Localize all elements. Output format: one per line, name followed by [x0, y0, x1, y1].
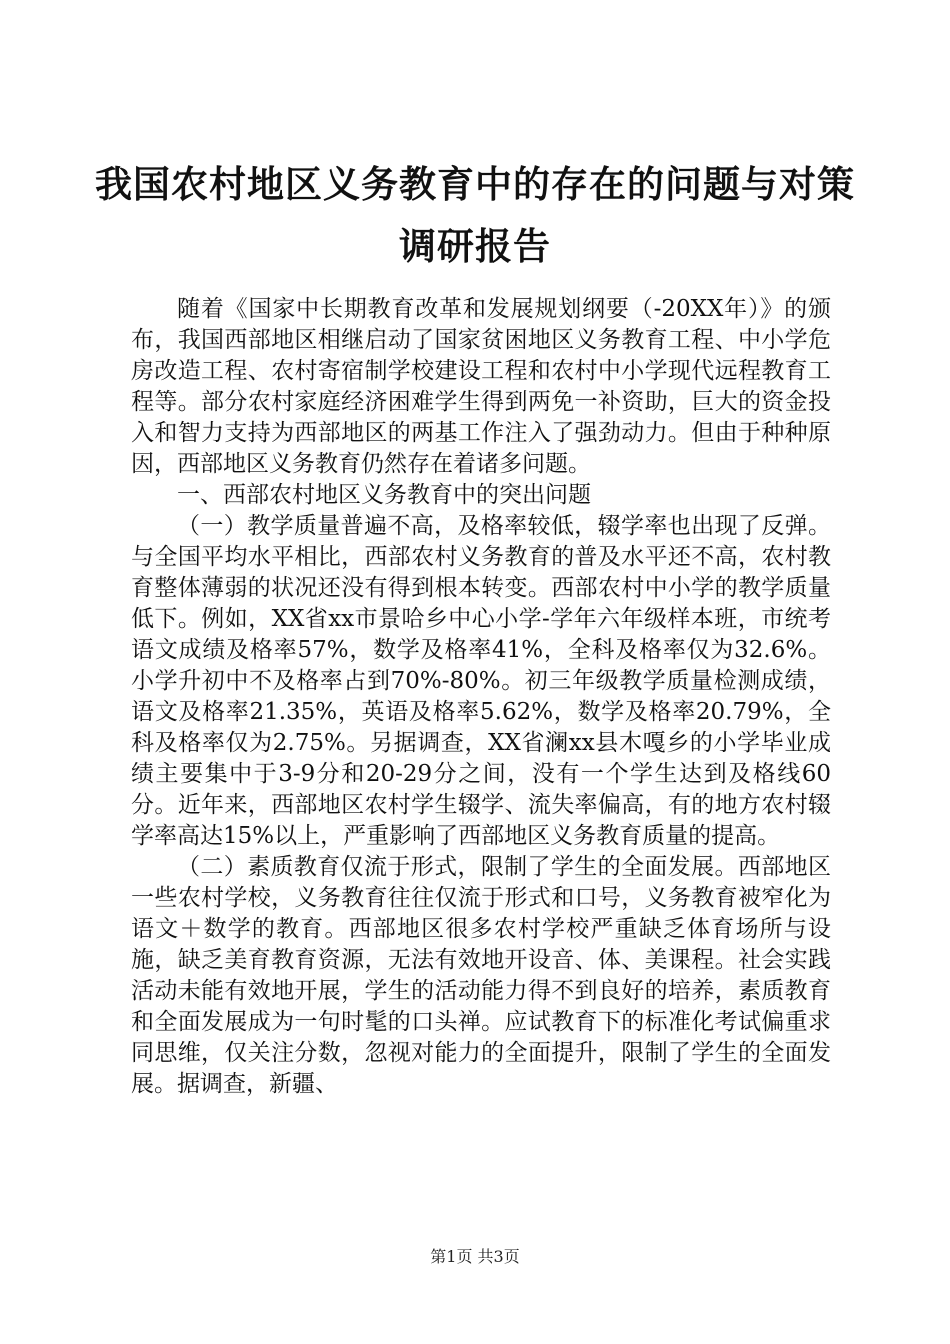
paragraph-intro: 随着《国家中长期教育改革和发展规划纲要（-20XX年）》的颁布，我国西部地区相继启动了国家贫困地区义务教育工程、中小学危房改造工程、农村寄宿制学校建设工程和农村中小学现代远程教育工程等。部分农村家庭经济困难学生得到两免一补资助，巨大的资金投入和智力支持为西部地区的两基工作注入了强劲动力。但由于种种原因，西部地区义务教育仍然存在着诸多问题。 [131, 296, 831, 477]
document-body [131, 294, 831, 1100]
document-title-line-1: 我国农村地区义务教育中的存在的问题与对策 [95, 162, 855, 206]
paragraph-point-2: （二）素质教育仅流于形式，限制了学生的全面发展。西部地区一些农村学校，义务教育往往仅流于形式和口号，义务教育被窄化为语文＋数学的教育。西部地区很多农村学校严重缺乏体育场所与设施，缺乏美育教育资源，无法有效地开设音、体、美课程。社会实践活动未能有效地开展，学生的活动能力得不到良好的培养，素质教育和全面发展成为一句时髦的口头禅。应试教育下的标准化考试偏重求同思维，仅关注分数，忽视对能力的全面提升，限制了学生的全面发展。据调查，新疆、 [131, 854, 831, 1097]
section-heading: 一、西部农村地区义务教育中的突出问题 [177, 482, 591, 508]
document-title-line-2: 调研报告 [399, 224, 551, 268]
paragraph-point-1: （一）教学质量普遍不高，及格率较低，辍学率也出现了反弹。与全国平均水平相比，西部农村义务教育的普及水平还不高，农村教育整体薄弱的状况还没有得到根本转变。西部农村中小学的教学质量低下。例如，XX省xx市景哈乡中心小学-学年六年级样本班，市统考语文成绩及格率57%，数学及格率41%，全科及格率仅为32.6%。小学升初中不及格率占到70%-80%。初三年级教学质量检测成绩，语文及格率21.35%，英语及格率5.62%，数学及格率20.79%，全科及格率仅为2.75%。另据调查，XX省澜xx县木嘎乡的小学毕业成绩主要集中于3-9分和20-29分之间，没有一个学生达到及格线60分。近年来，西部地区农村学生辍学、流失率偏高，有的地方农村辍学率高达15%以上，严重影响了西部地区义务教育质量的提高。 [131, 513, 831, 849]
page-footer: 第1页 共3页 [430, 1247, 520, 1266]
